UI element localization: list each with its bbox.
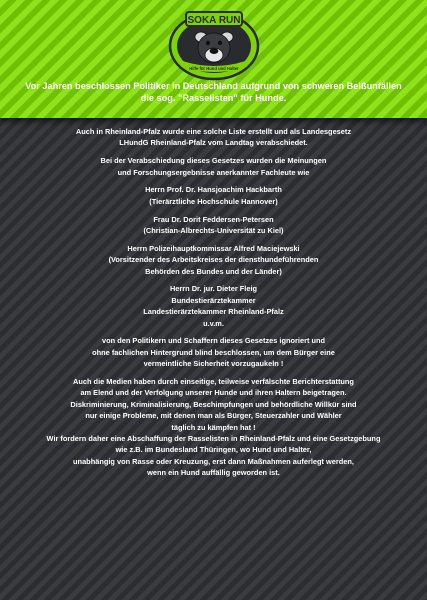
text-line: Wir fordern daher eine Abschaffung der Rasselisten in Rheinland-Pfalz und eine Gesetzgebung — [46, 434, 381, 444]
logo-tagline: Hilfe für Hund und Halter — [189, 66, 239, 71]
intro-line: die sog. "Rasselisten" für Hunde. — [140, 93, 287, 103]
expert-entry — [14, 243, 413, 277]
text-line: nur einige Probleme, mit denen man als Bürger, Steuerzahler und Wähler — [85, 411, 342, 421]
expert-entry — [14, 184, 413, 207]
expert-affiliation: Bundestierärztekammer — [171, 295, 256, 305]
text-line: ohne fachlichen Hintergrund blind beschlossen, um dem Bürger eine — [92, 347, 335, 357]
expert-affiliation: Landestierärztekammer Rheinland-Pfalz — [143, 307, 284, 317]
header-banner — [0, 0, 427, 118]
expert-entry — [14, 283, 413, 329]
expert-affiliation: (Tierärztliche Hochschule Hannover) — [149, 196, 278, 206]
expert-affiliation: (Christian-Albrechts-Universität zu Kiel) — [143, 226, 284, 236]
text-line: Auch die Medien haben durch einseitige, teilweise verfälschte Berichterstattung — [73, 377, 354, 387]
logo-name: SOKA RUN — [187, 15, 241, 26]
text-line: Bei der Verabschiedung dieses Gesetzes wurden die Meinungen — [100, 156, 327, 166]
text-line: unabhängig von Rasse oder Kreuzung, erst dann Maßnahmen auferlegt werden, — [73, 456, 354, 466]
text-line: vermeintliche Sicherheit vorzugaukeln ! — [143, 359, 284, 369]
text-line: Diskriminierung, Kriminalisierung, Beschimpfungen und behördliche Willkür sind — [70, 399, 357, 409]
body-text — [14, 126, 413, 485]
expert-name: Herrn Dr. jur. Dieter Fleig — [169, 284, 258, 294]
expert-affiliation: (Vorsitzender des Arbeitskreises der diensthundeführenden — [108, 255, 319, 265]
text-line: von den Politikern und Schaffern dieses Gesetzes ignoriert und — [102, 336, 325, 346]
expert-name: Frau Dr. Dorit Feddersen-Petersen — [153, 214, 274, 224]
expert-name: Herrn Prof. Dr. Hansjoachim Hackbarth — [145, 185, 282, 195]
text-line: Auch in Rheinland-Pfalz wurde eine solche Liste erstellt und als Landesgesetz — [75, 127, 352, 136]
expert-name: Herrn Polizeihauptkommissar Alfred Maciejewski — [127, 243, 300, 253]
paragraph — [14, 335, 413, 369]
text-line: und Forschungsergebnisse anerkannter Fachleute wie — [117, 167, 310, 177]
expert-affiliation: Behörden des Bundes und der Länder) — [145, 266, 282, 276]
text-line: u.v.m. — [203, 318, 224, 328]
intro-line: Vor Jahren beschlossen Politiker in Deutschland aufgrund von schweren Beißunfällen — [25, 81, 402, 91]
intro-text — [8, 80, 419, 104]
text-line: täglich zu kämpfen hat ! — [171, 422, 256, 432]
text-line: wie z.B. im Bundesland Thüringen, wo Hund und Halter, — [115, 445, 312, 455]
text-line: LHundG Rheinland-Pfalz vom Landtag verabschiedet. — [119, 138, 308, 148]
expert-entry — [14, 214, 413, 237]
text-line: wenn ein Hund auffällig geworden ist. — [147, 468, 280, 478]
paragraph — [14, 126, 413, 149]
paragraph — [14, 155, 413, 178]
paragraph — [14, 376, 413, 479]
soka-run-logo — [168, 6, 260, 82]
text-line: am Elend und der Verfolgung unserer Hunde und ihren Haltern beigetragen. — [80, 388, 347, 398]
